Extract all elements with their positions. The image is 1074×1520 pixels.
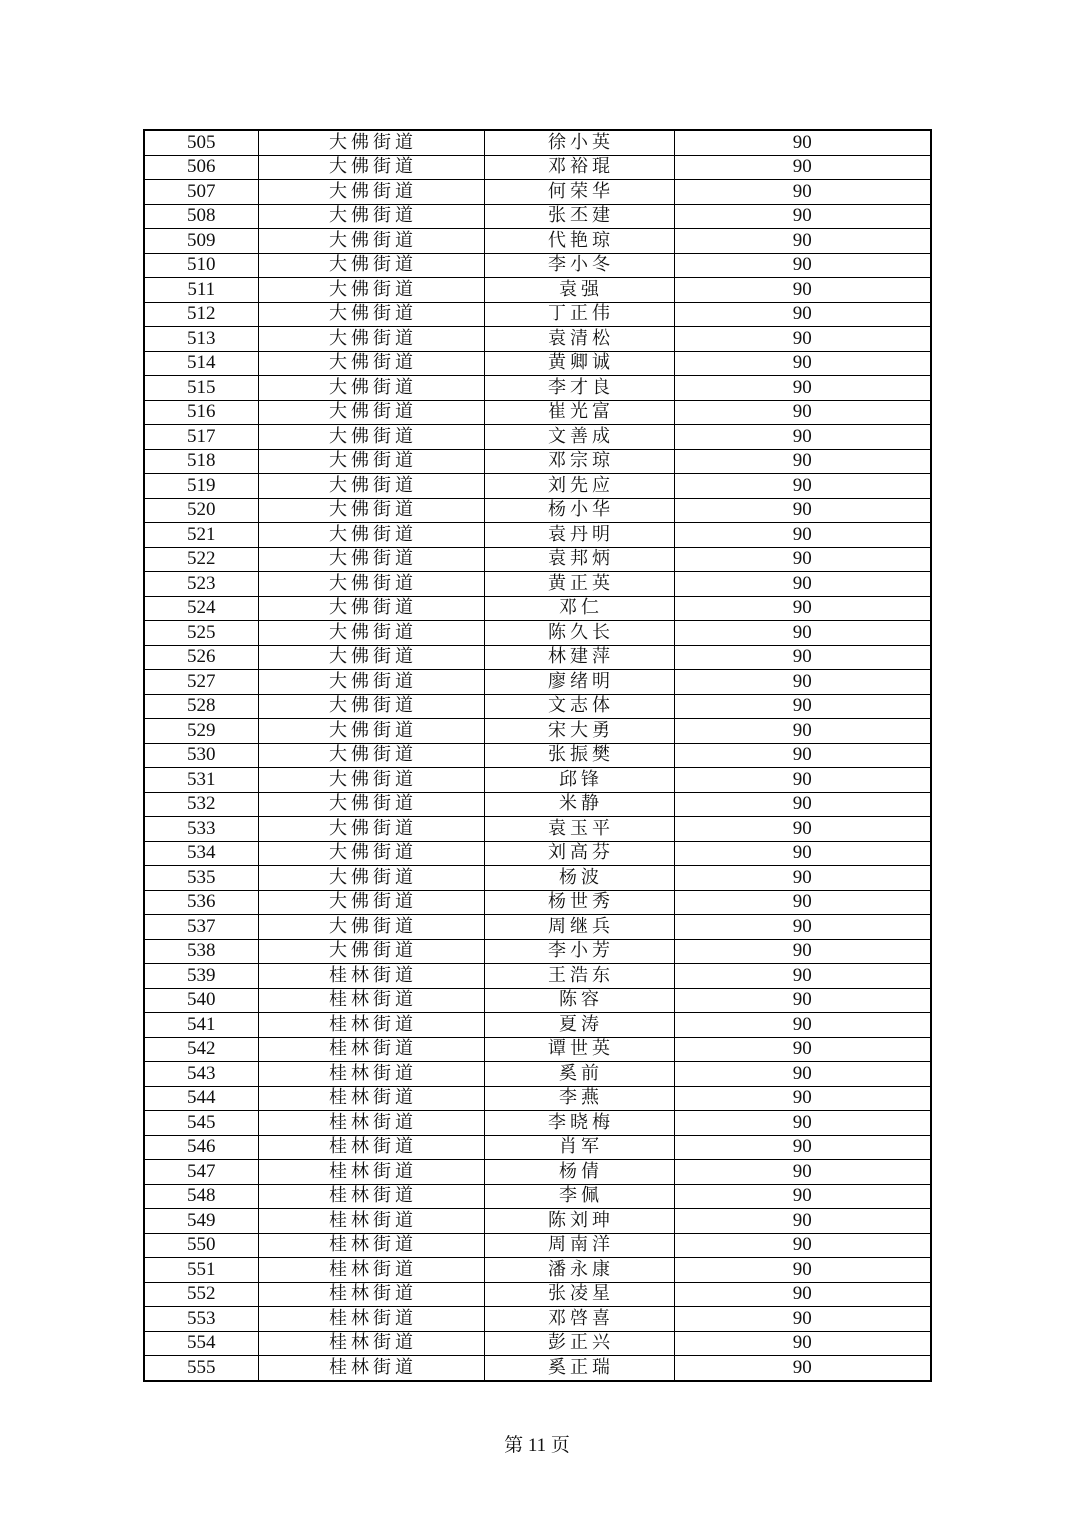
cell-score: 90	[674, 743, 931, 768]
table-row	[144, 1037, 931, 1062]
cell-street: 大佛街道	[258, 915, 484, 940]
cell-street: 桂林街道	[258, 1331, 484, 1356]
cell-name: 张凌星	[484, 1282, 674, 1307]
cell-number: 507	[144, 180, 258, 205]
table-row	[144, 253, 931, 278]
cell-name: 杨世秀	[484, 890, 674, 915]
cell-score: 90	[674, 1160, 931, 1185]
cell-name: 谭世英	[484, 1037, 674, 1062]
cell-number: 523	[144, 572, 258, 597]
cell-street: 桂林街道	[258, 1111, 484, 1136]
cell-name: 陈刘珅	[484, 1209, 674, 1234]
table-row	[144, 547, 931, 572]
cell-number: 517	[144, 425, 258, 450]
table-row	[144, 1184, 931, 1209]
cell-street: 桂林街道	[258, 1282, 484, 1307]
cell-street: 桂林街道	[258, 1307, 484, 1332]
cell-score: 90	[674, 1258, 931, 1283]
cell-street: 大佛街道	[258, 278, 484, 303]
table-row	[144, 523, 931, 548]
cell-score: 90	[674, 645, 931, 670]
cell-street: 大佛街道	[258, 155, 484, 180]
table-row	[144, 890, 931, 915]
cell-name: 李佩	[484, 1184, 674, 1209]
cell-number: 534	[144, 841, 258, 866]
cell-name: 何荣华	[484, 180, 674, 205]
table-row	[144, 1086, 931, 1111]
cell-score: 90	[674, 964, 931, 989]
cell-street: 大佛街道	[258, 547, 484, 572]
cell-street: 大佛街道	[258, 596, 484, 621]
cell-score: 90	[674, 1086, 931, 1111]
table-row	[144, 792, 931, 817]
cell-score: 90	[674, 1282, 931, 1307]
cell-name: 陈容	[484, 988, 674, 1013]
table-body	[144, 130, 931, 1381]
cell-score: 90	[674, 670, 931, 695]
cell-street: 大佛街道	[258, 449, 484, 474]
cell-street: 桂林街道	[258, 1013, 484, 1038]
table-row	[144, 278, 931, 303]
table-row	[144, 229, 931, 254]
cell-score: 90	[674, 572, 931, 597]
cell-number: 531	[144, 768, 258, 793]
cell-score: 90	[674, 229, 931, 254]
table-row	[144, 964, 931, 989]
cell-street: 大佛街道	[258, 939, 484, 964]
cell-number: 509	[144, 229, 258, 254]
cell-number: 551	[144, 1258, 258, 1283]
cell-name: 奚正瑞	[484, 1356, 674, 1381]
cell-score: 90	[674, 1062, 931, 1087]
cell-number: 525	[144, 621, 258, 646]
cell-street: 桂林街道	[258, 988, 484, 1013]
table-row	[144, 1331, 931, 1356]
cell-number: 536	[144, 890, 258, 915]
cell-number: 550	[144, 1233, 258, 1258]
cell-number: 539	[144, 964, 258, 989]
table-row	[144, 1307, 931, 1332]
cell-name: 袁强	[484, 278, 674, 303]
table-row	[144, 1209, 931, 1234]
table-row	[144, 1111, 931, 1136]
cell-number: 553	[144, 1307, 258, 1332]
cell-number: 520	[144, 498, 258, 523]
cell-score: 90	[674, 130, 931, 155]
cell-name: 邓仁	[484, 596, 674, 621]
table-row	[144, 302, 931, 327]
cell-number: 541	[144, 1013, 258, 1038]
cell-score: 90	[674, 449, 931, 474]
cell-number: 505	[144, 130, 258, 155]
cell-number: 542	[144, 1037, 258, 1062]
cell-name: 邓裕琨	[484, 155, 674, 180]
cell-name: 潘永康	[484, 1258, 674, 1283]
cell-score: 90	[674, 939, 931, 964]
table-row	[144, 1013, 931, 1038]
cell-number: 515	[144, 376, 258, 401]
cell-score: 90	[674, 768, 931, 793]
cell-number: 530	[144, 743, 258, 768]
table-row	[144, 400, 931, 425]
cell-name: 王浩东	[484, 964, 674, 989]
table-row	[144, 621, 931, 646]
cell-score: 90	[674, 841, 931, 866]
cell-street: 大佛街道	[258, 841, 484, 866]
cell-number: 516	[144, 400, 258, 425]
cell-name: 米静	[484, 792, 674, 817]
cell-score: 90	[674, 523, 931, 548]
cell-street: 大佛街道	[258, 817, 484, 842]
table-row	[144, 1233, 931, 1258]
cell-street: 大佛街道	[258, 253, 484, 278]
table-row	[144, 1135, 931, 1160]
cell-street: 桂林街道	[258, 1086, 484, 1111]
cell-number: 546	[144, 1135, 258, 1160]
cell-street: 大佛街道	[258, 180, 484, 205]
cell-name: 杨波	[484, 866, 674, 891]
cell-number: 543	[144, 1062, 258, 1087]
cell-street: 大佛街道	[258, 130, 484, 155]
cell-number: 533	[144, 817, 258, 842]
cell-name: 袁丹明	[484, 523, 674, 548]
cell-number: 519	[144, 474, 258, 499]
cell-name: 张振樊	[484, 743, 674, 768]
cell-score: 90	[674, 155, 931, 180]
cell-street: 大佛街道	[258, 572, 484, 597]
cell-street: 桂林街道	[258, 1233, 484, 1258]
cell-score: 90	[674, 694, 931, 719]
cell-street: 大佛街道	[258, 523, 484, 548]
cell-number: 513	[144, 327, 258, 352]
cell-score: 90	[674, 253, 931, 278]
cell-street: 桂林街道	[258, 1258, 484, 1283]
cell-name: 宋大勇	[484, 719, 674, 744]
cell-number: 544	[144, 1086, 258, 1111]
cell-name: 廖绪明	[484, 670, 674, 695]
table-row	[144, 988, 931, 1013]
cell-name: 杨倩	[484, 1160, 674, 1185]
cell-score: 90	[674, 890, 931, 915]
table-row	[144, 915, 931, 940]
table-row	[144, 866, 931, 891]
cell-name: 文善成	[484, 425, 674, 450]
cell-score: 90	[674, 1356, 931, 1381]
cell-name: 李晓梅	[484, 1111, 674, 1136]
cell-number: 552	[144, 1282, 258, 1307]
cell-name: 奚前	[484, 1062, 674, 1087]
data-table	[143, 129, 932, 1382]
cell-name: 刘高芬	[484, 841, 674, 866]
cell-street: 桂林街道	[258, 1062, 484, 1087]
table-row	[144, 449, 931, 474]
cell-name: 袁邦炳	[484, 547, 674, 572]
cell-number: 532	[144, 792, 258, 817]
table-row	[144, 1282, 931, 1307]
cell-street: 大佛街道	[258, 474, 484, 499]
table-row	[144, 204, 931, 229]
cell-street: 大佛街道	[258, 229, 484, 254]
cell-score: 90	[674, 915, 931, 940]
cell-name: 李燕	[484, 1086, 674, 1111]
cell-street: 桂林街道	[258, 1037, 484, 1062]
cell-street: 桂林街道	[258, 1160, 484, 1185]
table-row	[144, 1356, 931, 1381]
table-row	[144, 670, 931, 695]
cell-score: 90	[674, 621, 931, 646]
cell-number: 526	[144, 645, 258, 670]
cell-number: 511	[144, 278, 258, 303]
cell-number: 529	[144, 719, 258, 744]
cell-street: 大佛街道	[258, 792, 484, 817]
cell-street: 桂林街道	[258, 1209, 484, 1234]
cell-score: 90	[674, 866, 931, 891]
cell-street: 大佛街道	[258, 694, 484, 719]
cell-street: 大佛街道	[258, 768, 484, 793]
table-row	[144, 425, 931, 450]
table-row	[144, 351, 931, 376]
cell-street: 大佛街道	[258, 866, 484, 891]
cell-name: 陈久长	[484, 621, 674, 646]
cell-score: 90	[674, 400, 931, 425]
table-row	[144, 719, 931, 744]
cell-number: 512	[144, 302, 258, 327]
table-row	[144, 768, 931, 793]
cell-score: 90	[674, 498, 931, 523]
cell-score: 90	[674, 792, 931, 817]
table-row	[144, 645, 931, 670]
cell-number: 521	[144, 523, 258, 548]
cell-score: 90	[674, 719, 931, 744]
cell-name: 黄正英	[484, 572, 674, 597]
table-row	[144, 841, 931, 866]
cell-number: 527	[144, 670, 258, 695]
cell-score: 90	[674, 302, 931, 327]
cell-number: 555	[144, 1356, 258, 1381]
cell-score: 90	[674, 1233, 931, 1258]
cell-number: 508	[144, 204, 258, 229]
table-row	[144, 694, 931, 719]
cell-street: 大佛街道	[258, 204, 484, 229]
table-row	[144, 180, 931, 205]
cell-street: 大佛街道	[258, 719, 484, 744]
cell-score: 90	[674, 474, 931, 499]
cell-name: 李小芳	[484, 939, 674, 964]
cell-number: 506	[144, 155, 258, 180]
cell-number: 524	[144, 596, 258, 621]
cell-name: 张丕建	[484, 204, 674, 229]
cell-number: 522	[144, 547, 258, 572]
cell-name: 彭正兴	[484, 1331, 674, 1356]
cell-number: 537	[144, 915, 258, 940]
cell-street: 桂林街道	[258, 964, 484, 989]
cell-name: 邱锋	[484, 768, 674, 793]
cell-number: 545	[144, 1111, 258, 1136]
cell-number: 540	[144, 988, 258, 1013]
cell-number: 547	[144, 1160, 258, 1185]
cell-score: 90	[674, 1135, 931, 1160]
table-row	[144, 1062, 931, 1087]
cell-name: 邓宗琼	[484, 449, 674, 474]
cell-street: 大佛街道	[258, 743, 484, 768]
cell-number: 548	[144, 1184, 258, 1209]
table-row	[144, 474, 931, 499]
cell-name: 代艳琼	[484, 229, 674, 254]
cell-score: 90	[674, 1307, 931, 1332]
table-row	[144, 376, 931, 401]
cell-name: 肖军	[484, 1135, 674, 1160]
cell-score: 90	[674, 1013, 931, 1038]
cell-street: 大佛街道	[258, 302, 484, 327]
cell-name: 袁清松	[484, 327, 674, 352]
cell-score: 90	[674, 204, 931, 229]
cell-street: 大佛街道	[258, 376, 484, 401]
cell-street: 桂林街道	[258, 1135, 484, 1160]
table-row	[144, 817, 931, 842]
cell-score: 90	[674, 278, 931, 303]
cell-score: 90	[674, 1111, 931, 1136]
cell-street: 大佛街道	[258, 498, 484, 523]
cell-street: 大佛街道	[258, 890, 484, 915]
cell-score: 90	[674, 351, 931, 376]
cell-score: 90	[674, 547, 931, 572]
cell-name: 杨小华	[484, 498, 674, 523]
cell-street: 桂林街道	[258, 1184, 484, 1209]
cell-score: 90	[674, 1184, 931, 1209]
cell-name: 李小冬	[484, 253, 674, 278]
cell-street: 大佛街道	[258, 351, 484, 376]
cell-score: 90	[674, 1037, 931, 1062]
table-row	[144, 743, 931, 768]
cell-score: 90	[674, 327, 931, 352]
cell-score: 90	[674, 817, 931, 842]
table-row	[144, 155, 931, 180]
cell-name: 李才良	[484, 376, 674, 401]
table-row	[144, 498, 931, 523]
cell-name: 徐小英	[484, 130, 674, 155]
table-row	[144, 1160, 931, 1185]
cell-street: 大佛街道	[258, 425, 484, 450]
cell-number: 538	[144, 939, 258, 964]
cell-street: 桂林街道	[258, 1356, 484, 1381]
table-row	[144, 596, 931, 621]
cell-number: 554	[144, 1331, 258, 1356]
cell-score: 90	[674, 1209, 931, 1234]
cell-number: 528	[144, 694, 258, 719]
cell-number: 549	[144, 1209, 258, 1234]
cell-name: 丁正伟	[484, 302, 674, 327]
cell-street: 大佛街道	[258, 327, 484, 352]
cell-name: 林建萍	[484, 645, 674, 670]
cell-score: 90	[674, 988, 931, 1013]
page-number: 第 11 页	[504, 1435, 570, 1456]
cell-name: 夏涛	[484, 1013, 674, 1038]
table-row	[144, 327, 931, 352]
cell-score: 90	[674, 1331, 931, 1356]
cell-name: 邓啓喜	[484, 1307, 674, 1332]
cell-name: 周南洋	[484, 1233, 674, 1258]
cell-number: 514	[144, 351, 258, 376]
cell-name: 周继兵	[484, 915, 674, 940]
table-row	[144, 1258, 931, 1283]
cell-name: 黄卿诚	[484, 351, 674, 376]
cell-name: 文志体	[484, 694, 674, 719]
table-row	[144, 130, 931, 155]
cell-number: 518	[144, 449, 258, 474]
cell-score: 90	[674, 376, 931, 401]
cell-score: 90	[674, 180, 931, 205]
cell-street: 大佛街道	[258, 621, 484, 646]
cell-street: 大佛街道	[258, 400, 484, 425]
table-row	[144, 572, 931, 597]
cell-score: 90	[674, 425, 931, 450]
cell-street: 大佛街道	[258, 645, 484, 670]
cell-score: 90	[674, 596, 931, 621]
table-row	[144, 939, 931, 964]
cell-number: 510	[144, 253, 258, 278]
cell-street: 大佛街道	[258, 670, 484, 695]
cell-number: 535	[144, 866, 258, 891]
cell-name: 崔光富	[484, 400, 674, 425]
cell-name: 袁玉平	[484, 817, 674, 842]
cell-name: 刘先应	[484, 474, 674, 499]
